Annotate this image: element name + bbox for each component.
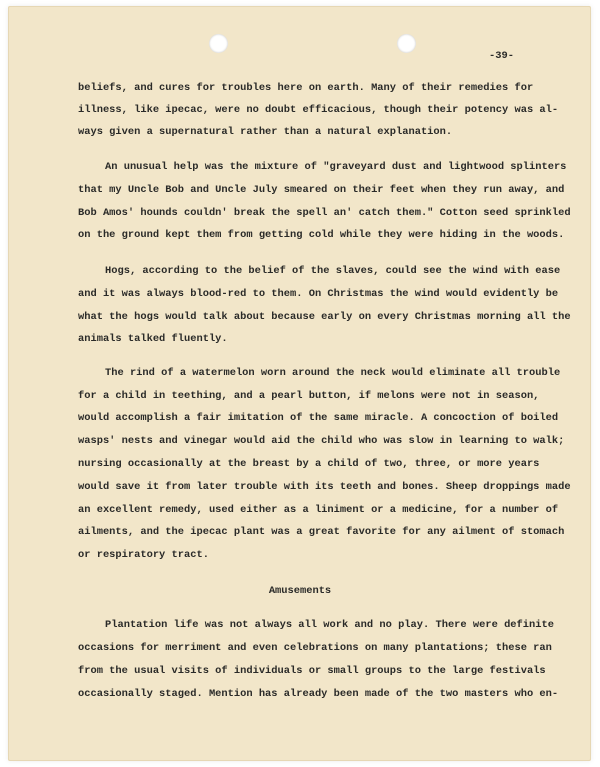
text-line: that my Uncle Bob and Uncle July smeared on their feet when they run away, and xyxy=(78,184,565,196)
text-line: beliefs, and cures for troubles here on earth. Many of their remedies for xyxy=(78,82,534,94)
text-line: an excellent remedy, used either as a liniment or a medicine, for a number of xyxy=(78,504,559,516)
text-line: nursing occasionally at the breast by a child of two, three, or more years xyxy=(78,458,540,470)
text-line: ailments, and the ipecac plant was a great favorite for any ailment of stomach xyxy=(78,526,565,538)
text-line: Plantation life was not always all work and no play. There were definite xyxy=(105,619,554,631)
text-line: from the usual visits of individuals or small groups to the large festivals xyxy=(78,665,546,677)
text-line: what the hogs would talk about because early on every Christmas morning all the xyxy=(78,311,571,323)
text-line: Hogs, according to the belief of the slaves, could see the wind with ease xyxy=(105,265,561,277)
text-line: on the ground kept them from getting cold while they were hiding in the woods. xyxy=(78,229,565,241)
text-line: occasionally staged. Mention has already been made of the two masters who en- xyxy=(78,688,559,700)
text-line: would save it from later trouble with its teeth and bones. Sheep droppings made xyxy=(78,481,571,493)
text-line: The rind of a watermelon worn around the neck would eliminate all trouble xyxy=(105,367,561,379)
text-line: illness, like ipecac, were no doubt efficacious, though their potency was al- xyxy=(78,104,559,116)
punch-hole-left xyxy=(209,34,228,53)
text-line: occasions for merriment and even celebrations on many plantations; these ran xyxy=(78,642,552,654)
text-line: or respiratory tract. xyxy=(78,549,209,561)
page-number: -39- xyxy=(489,50,514,62)
text-line: Bob Amos' hounds couldn' break the spell an' catch them." Cotton seed sprinkled xyxy=(78,207,571,219)
text-line: An unusual help was the mixture of "graveyard dust and lightwood splinters xyxy=(105,161,567,173)
punch-hole-right xyxy=(397,34,416,53)
text-line: wasps' nests and vinegar would aid the child who was slow in learning to walk; xyxy=(78,435,565,447)
section-heading: Amusements xyxy=(268,585,332,597)
text-line: animals talked fluently. xyxy=(78,333,228,345)
text-line: would accomplish a fair imitation of the same miracle. A concoction of boiled xyxy=(78,412,559,424)
text-line: and it was always blood-red to them. On Christmas the wind would evidently be xyxy=(78,288,559,300)
text-line: ways given a supernatural rather than a natural explanation. xyxy=(78,126,453,138)
text-line: for a child in teething, and a pearl button, if melons were not in season, xyxy=(78,390,540,402)
